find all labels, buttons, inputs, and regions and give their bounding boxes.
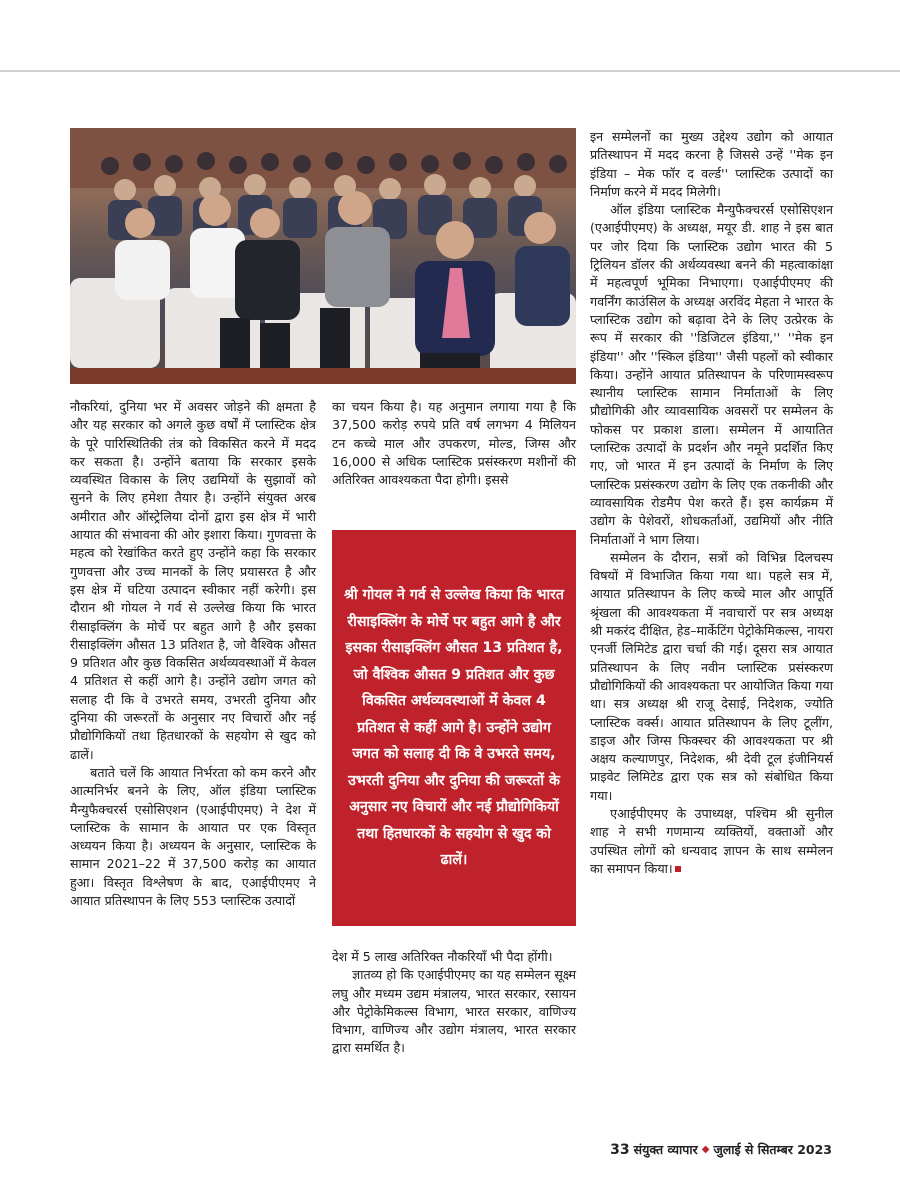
final-paragraph-text: एआईपीएमए के उपाध्यक्ष, पश्चिम श्री सुनील शाह ने सभी गणमान्य व्यक्तियों, वक्ताओं और उपस्थित लोगों को धन्यवाद ज्ञापन के साथ सम्मेलन का समापन किया। — [590, 805, 833, 876]
article-column-left — [70, 398, 316, 910]
paragraph: देश में 5 लाख अतिरिक्त नौकरियाँ भी पैदा होंगी। — [332, 949, 553, 964]
diamond-separator-icon: ◆ — [701, 1144, 710, 1155]
issue-date: जुलाई से सितम्बर 2023 — [713, 1142, 832, 1157]
page-number: 33 — [610, 1141, 630, 1158]
paragraph: का चयन किया है। यह अनुमान लगाया गया है कि 37,500 करोड़ रुपये प्रति वर्ष लगभग 4 मिलियन टन कच्चे माल और उपकरण, मोल्ड, जिग्स और 16,000 से अधिक प्लास्टिक प्रसंस्करण मशीनों की अतिरिक्त आवश्यकता पैदा होगी। इससे — [332, 399, 576, 488]
paragraph: सम्मेलन के दौरान, सत्रों को विभिन्न दिलचस्प विषयों में विभाजित किया गया था। पहले सत्र में, आयात प्रतिस्थापन के लिए कच्चे माल और आपूर्ति श्रृंखला की आवश्यकता में नवाचारों पर सत्र अध्यक्ष श्री मकरंद दीक्षित, हेड–मार्केटिंग पेट्रोकेमिकल्स, नायरा एनर्जी लिमिटेड द्वारा चर्चा की गई। दूसरा सत्र आयात प्रतिस्थापन के लिए नवीन प्लास्टिक प्रसंस्करण प्रौद्योगिकियों की आवश्यकता पर आयोजित किया गया था। सत्र अध्यक्ष श्री राजू देसाई, निदेशक, ज्योति प्लास्टिक वर्क्स। आयात प्रतिस्थापन के लिए टूलींग, डाइज और जिग्स फिक्स्चर की आवश्यकता पर श्री अक्षय कल्याणपुर, निदेशक, श्री देवी टूल इंजीनियर्स प्राइवेट लिमिटेड द्वारा एक सत्र को संबोधित किया गया। — [590, 549, 833, 803]
paragraph: ज्ञातव्य हो कि एआईपीएमए का यह सम्मेलन सूक्ष्म लघु और मध्यम उद्यम मंत्रालय, भारत सरकार, रसायन और पेट्रोकेमिकल्स विभाग, भारत सरकार, वाणिज्य विभाग, वाणिज्य और उद्योग मंत्रालय, भारत सरकार द्वारा समर्थित है। — [332, 967, 576, 1056]
paragraph: इन सम्मेलनों का मुख्य उद्देश्य उद्योग को आयात प्रतिस्थापन में मदद करना है जिससे उन्हें ''मेक इन इंडिया – मेक फॉर द वर्ल्ड'' प्लास्टिक उत्पादों का निर्माण करने में मदद मिलेगी। — [590, 129, 833, 199]
paragraph: नौकरियां, दुनिया भर में अवसर जोड़ने की क्षमता है और यह सरकार को अगले कुछ वर्षों में प्लास्टिक क्षेत्र के पूरे पारिस्थितिकी तंत्र को विकसित करने में मदद कर सकता है। उन्होंने बताया कि सरकार इसके व्यवस्थित विकास के लिए उद्यमियों के सुझावों को सुनने के लिए हमेशा तैयार है। उन्होंने संयुक्त अरब अमीरात और ऑस्ट्रेलिया दोनों द्वारा इस क्षेत्र में भारी आयात की संभावना की ओर इशारा किया। गुणवत्ता के महत्व को रेखांकित करते हुए उन्होंने कहा कि सरकार गुणवत्ता और उच्च मानकों के लिए प्रयासरत है और इस क्षेत्र में घटिया उत्पादन स्वीकार नहीं करेगी। इस दौरान श्री गोयल ने गर्व से उल्लेख किया कि भारत रीसाइक्लिंग के मोर्चे पर बहुत आगे है और इसका रीसाइक्लिंग औसत 13 प्रतिशत है, जो वैश्विक औसत 9 प्रतिशत और कुछ विकसित अर्थव्यवस्थाओं में केवल 4 प्रतिशत से कहीं आगे है। उन्होंने उद्योग जगत को सलाह दी कि वे उभरते समय, उभरती दुनिया और दुनिया की जरूरतों के अनुसार नए विचारों और नई प्रौद्योगिकियों तथा हितधारकों के सहयोग से खुद को ढालें। — [70, 399, 316, 762]
publication-name: संयुक्त व्यापार — [633, 1142, 698, 1157]
paragraph-final — [590, 805, 833, 878]
paragraph: बताते चलें कि आयात निर्भरता को कम करने और आत्मनिर्भर बनने के लिए, ऑल इंडिया प्लास्टिक मैन्युफैक्चरर्स एसोसिएशन (एआईपीएमए) ने देश में प्लास्टिक के सामान के आयात पर एक विस्तृत अध्ययन किया है। अध्ययन के अनुसार, प्लास्टिक के सामान 2021–22 में 37,500 करोड़ का आयात हुआ। विस्तृत विश्लेषण के बाद, एआईपीएमए ने आयात प्रतिस्थापन के लिए 553 प्लास्टिक उत्पादों — [70, 764, 316, 909]
pull-quote-box — [332, 530, 576, 926]
pull-quote-text: श्री गोयल ने गर्व से उल्लेख किया कि भारत रीसाइक्लिंग के मोर्चे पर बहुत आगे है और इसका रीसाइक्लिंग औसत 13 प्रतिशत है, जो वैश्विक औसत 9 प्रतिशत और कुछ विकसित अर्थव्यवस्थाओं में केवल 4 प्रतिशत से कहीं आगे है। उन्होंने उद्योग जगत को सलाह दी कि वे उभरते समय, उभरती दुनिया और दुनिया की जरूरतों के अनुसार नए विचारों और नई प्रौद्योगिकियों तथा हितधारकों के सहयोग से खुद को ढालें। — [343, 587, 565, 869]
article-column-middle-bottom — [332, 948, 576, 1058]
end-of-article-icon — [675, 866, 681, 872]
article-column-middle-top — [332, 398, 576, 489]
article-column-right — [590, 128, 833, 878]
page-footer — [610, 1141, 832, 1158]
conference-audience-photo — [70, 128, 576, 384]
header-rule — [0, 70, 900, 72]
paragraph: ऑल इंडिया प्लास्टिक मैन्युफैक्चरर्स एसोसिएशन (एआईपीएमए) के अध्यक्ष, मयूर डी. शाह ने इस बात पर जोर दिया कि प्लास्टिक उद्योग भारत की 5 ट्रिलियन डॉलर की अर्थव्यवस्था बनने की महत्वाकांक्षा में महत्वपूर्ण भूमिका निभाएगा। एआईपीएमए की गवर्निंग काउंसिल के अध्यक्ष अरविंद मेहता ने भारत के प्लास्टिक उद्योग को बढ़ावा देने के लिए उत्प्रेरक के रूप में सरकार की ''डिजिटल इंडिया,'' ''मेक इन इंडिया'' और ''स्किल इंडिया'' जैसी पहलों को स्वीकार किया। उन्होंने आयात प्रतिस्थापन के परिणामस्वरूप स्थानीय प्लास्टिक सामान निर्माताओं के लिए प्रौद्योगिकी और व्यावसायिक अवसरों पर सम्मेलन के फोकस पर प्रकाश डाला। सम्मेलन में आयातित प्लास्टिक उत्पादों के प्रदर्शन और नमूने प्रदर्शित किए गए, जो भारत में इन उत्पादों के निर्माण के लिए प्लास्टिक प्रसंस्करण उद्योग के लिए एक तकनीकी और व्यावसायिक रोडमैप पेश करते हैं। इस कार्यक्रम में उद्योग के पेशेवरों, शोधकर्ताओं, उद्यमियों और नीति निर्माताओं ने भाग लिया। — [590, 202, 833, 547]
